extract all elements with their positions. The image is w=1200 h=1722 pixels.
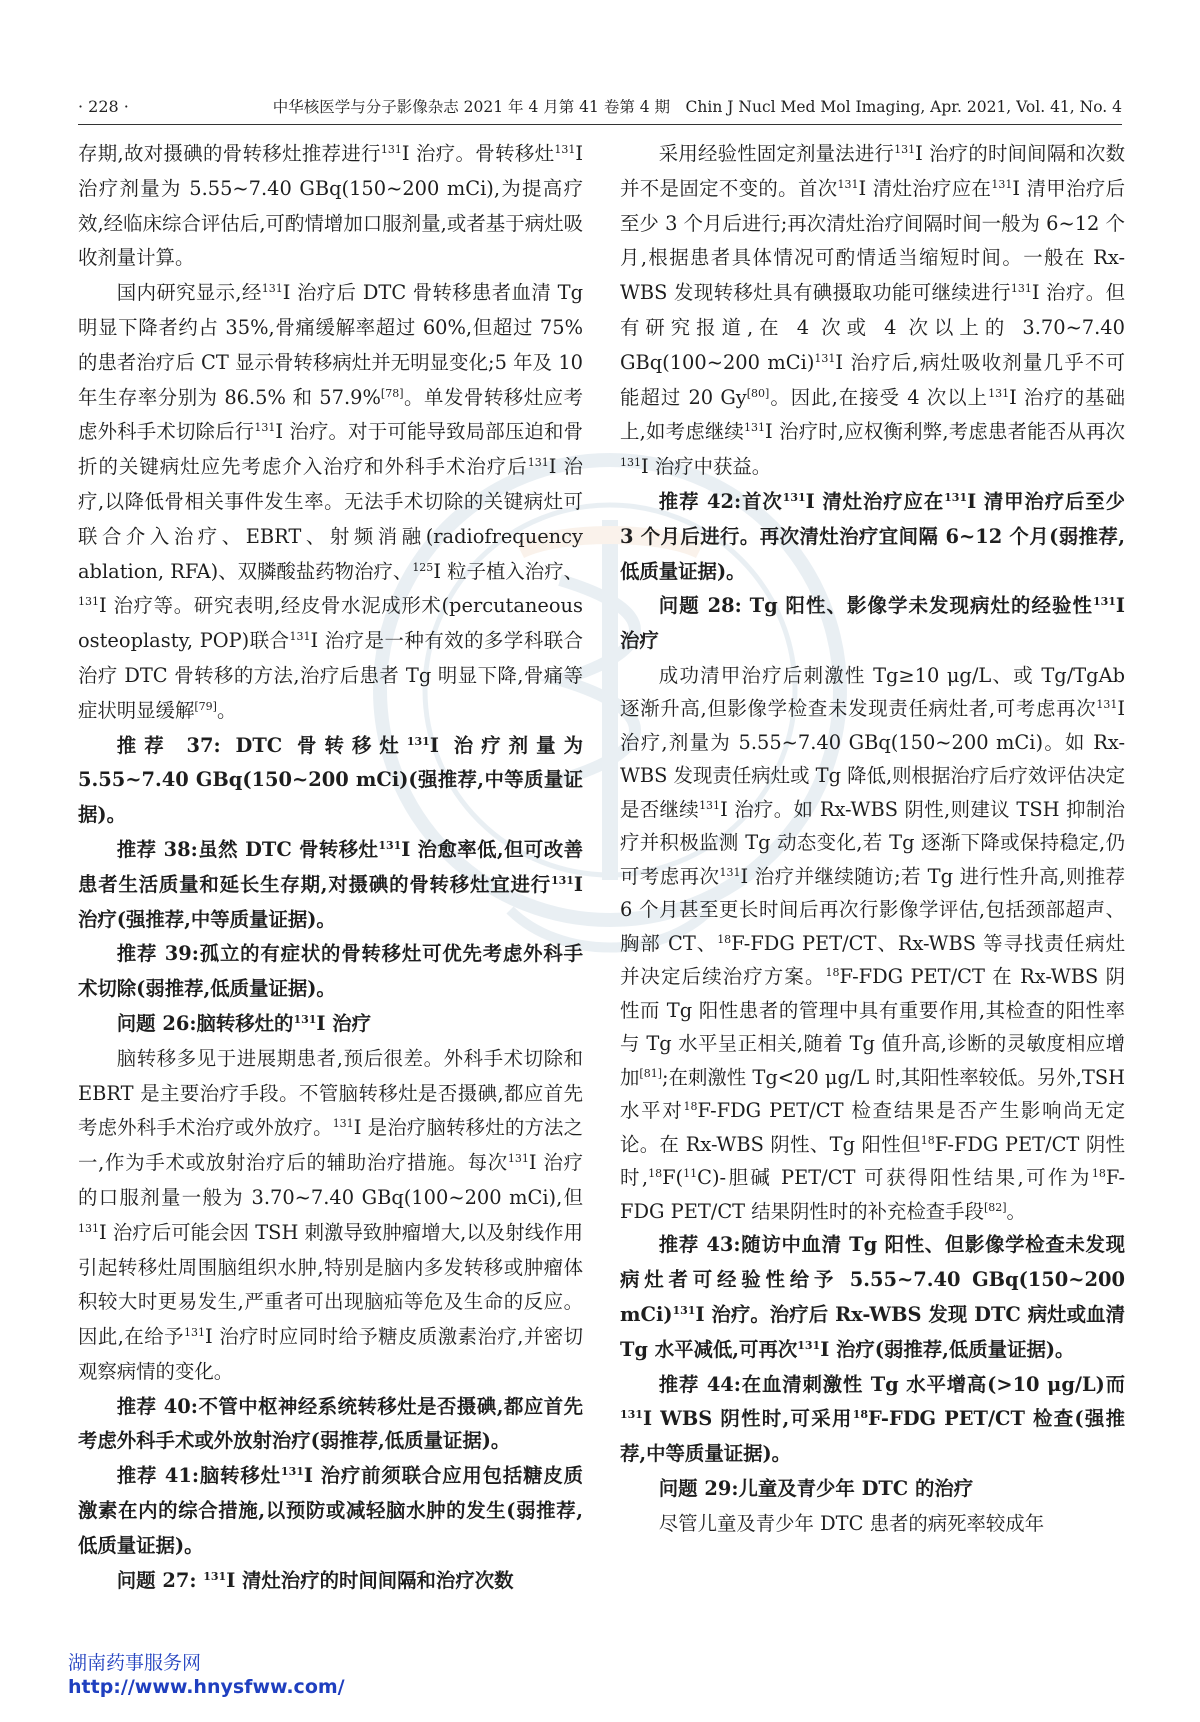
superscript: 131 (406, 734, 430, 748)
text-run: I 治疗时,应权衡利弊,考虑患者能否从再次 (765, 420, 1125, 444)
text-run: I 是治疗脑转移灶的方法之一,作为手术或放射治疗后的辅助治疗措施。每次 (78, 1116, 584, 1175)
text-run: I 治疗后,病灶吸收剂量几乎不可能超过 20 Gy (620, 350, 1126, 409)
superscript: 125 (412, 560, 434, 574)
superscript: 131 (944, 491, 968, 505)
superscript: 131 (78, 595, 99, 609)
superscript: 131 (620, 1408, 643, 1422)
superscript: 131 (254, 421, 276, 435)
text-run: I 治疗,以降低骨相关事件发生率。无法手术切除的关键病灶可联合介入治疗、EBRT、射频消融(radiofrequency ablation, RFA)、双膦酸盐药物治疗、 (78, 455, 584, 583)
superscript: 131 (1096, 698, 1118, 712)
question-heading (78, 1564, 583, 1599)
text-run: I 粒子植入治疗、 (433, 559, 584, 583)
superscript: 131 (289, 630, 311, 644)
running-header (78, 95, 1122, 117)
text-run: I 治疗的基础上,如考虑继续 (620, 385, 1125, 444)
superscript: [78] (380, 386, 404, 400)
text-run: 脑转移多见于进展期患者,预后很差。外科手术切除和 EBRT 是主要治疗手段。不管脑转移灶是否摄碘,都应首先考虑外科手术治疗或外放疗。 (78, 1046, 583, 1140)
recommendation (78, 1459, 583, 1563)
superscript: 18 (683, 1100, 698, 1114)
text-run: 推荐 37: DTC 骨转移灶 (116, 733, 407, 757)
text-run: I 治疗中获益。 (641, 455, 772, 479)
superscript: 131 (991, 177, 1013, 191)
superscript: 131 (293, 1013, 317, 1027)
text-run: 采用经验性固定剂量法进行 (658, 142, 895, 165)
superscript: 131 (988, 386, 1010, 400)
superscript: 131 (894, 143, 916, 157)
text-run: I 治疗等。研究表明,经皮骨水泥成形术(percutaneous osteoplasty, POP)联合 (78, 594, 583, 653)
paragraph (620, 137, 1125, 485)
left-column (78, 137, 583, 1598)
paragraph (620, 659, 1125, 1229)
text-run: I 治疗。骨转移灶 (401, 142, 555, 165)
text-run: ;在刺激性 Tg<20 μg/L 时,其阳性率较低。另外,TSH 水平对 (620, 1065, 1126, 1123)
superscript: 18 (717, 933, 732, 947)
text-run: 国内研究显示,经 (116, 281, 262, 305)
text-run: 问题 29:儿童及青少年 DTC 的治疗 (658, 1477, 974, 1501)
superscript: 131 (797, 1339, 821, 1353)
text-run: I 治疗。对于可能导致局部压迫和骨折的关键病灶应先考虑介入治疗和外科手术治疗后 (78, 420, 584, 479)
text-run: F-FDG PET/CT 检查(强推荐,中等质量证据)。 (620, 1407, 1125, 1466)
recommendation (620, 1368, 1125, 1472)
journal-citation: 中华核医学与分子影像杂志 2021 年 4 月第 41 卷第 4 期 Chin J Nucl Med Mol Imaging, Apr. 2021, Vol. 41, No. 4 (272, 98, 1122, 116)
text-run: 推荐 44:在血清刺激性 Tg 水平增高(>10 μg/L)而 (658, 1372, 1125, 1396)
text-run: I 清甲治疗后至少 3 个月后进行。再次清灶治疗宜间隔 6~12 个月(弱推荐,低质量证据)。 (620, 489, 1125, 583)
text-run: 问题 27: (116, 1568, 204, 1592)
text-run: F-FDG PET/CT、Rx-WBS 等寻找责任病灶并决定后续治疗方案。 (620, 931, 1125, 989)
superscript: 131 (554, 143, 576, 157)
superscript: [82] (983, 1201, 1007, 1215)
text-run: I 治疗时应同时给予糖皮质激素治疗,并密切观察病情的变化。 (78, 1325, 583, 1383)
text-run: F-FDG PET/CT 在 Rx-WBS 阴性而 Tg 阳性患者的管理中具有重要作用,其检查的阳性率与 Tg 水平呈正相关,随着 Tg 值升高,诊断的灵敏度相应增加 (620, 965, 1125, 1089)
text-run: I 治疗。但有研究报道,在 4 次或 4 次以上的 3.70~7.40 GBq(100~200 mCi) (620, 281, 1125, 374)
superscript: 18 (825, 966, 840, 980)
superscript: 131 (744, 421, 766, 435)
paragraph (78, 1042, 583, 1390)
site-url-link[interactable]: http://www.hnysfww.com/ (68, 1676, 345, 1698)
text-run: I 治疗(强推荐,中等质量证据)。 (78, 872, 583, 931)
question-heading (620, 589, 1125, 659)
text-run: 推荐 38:虽然 DTC 骨转移灶 (116, 837, 379, 861)
text-run: I 清灶治疗的时间间隔和治疗次数 (226, 1568, 514, 1592)
text-run: I 清灶治疗应在 (805, 489, 945, 513)
superscript: 131 (78, 1221, 99, 1235)
paragraph (78, 276, 583, 728)
text-run: I 治疗剂量为 5.55~7.40 GBq(150~200 mCi),为提高疗效,经临床综合评估后,可酌情增加口服剂量,或者基于病灶吸收剂量计算。 (78, 142, 584, 270)
text-run: F-FDG PET/CT 阴性时, (620, 1132, 1125, 1190)
question-heading (620, 1472, 1125, 1507)
footer-watermark[interactable] (68, 1651, 345, 1699)
text-run: I 清灶治疗应在 (858, 176, 992, 200)
superscript: 131 (837, 177, 859, 191)
text-run: 。单发骨转移灶应考虑外科手术切除后行 (78, 385, 583, 444)
text-run: 。 (216, 698, 237, 722)
superscript: 131 (261, 282, 283, 296)
superscript: 18 (920, 1134, 935, 1148)
superscript: 18 (1091, 1167, 1106, 1181)
superscript: 18 (852, 1408, 869, 1422)
superscript: 11 (683, 1167, 698, 1181)
superscript: 18 (648, 1167, 663, 1181)
superscript: 131 (672, 1304, 696, 1318)
text-run: 推荐 39:孤立的有症状的骨转移灶可优先考虑外科手术切除(弱推荐,低质量证据)。 (78, 942, 583, 1001)
superscript: 131 (527, 456, 549, 470)
paragraph (620, 1507, 1125, 1542)
superscript: 131 (183, 1326, 205, 1340)
superscript: 131 (699, 799, 721, 813)
text-run: I 治疗。治疗后 Rx-WBS 发现 DTC 病灶或血清 Tg 水平减低,可再次 (620, 1303, 1125, 1361)
text-run: 推荐 43:随访中血清 Tg 阳性、但影像学检查未发现病灶者可经验性给予 5.55~7.40 GBq(150~200 mCi) (620, 1233, 1125, 1327)
text-run: I 治疗是一种有效的多学科联合治疗 DTC 骨转移的方法,治疗后患者 Tg 明显下降,骨痛等症状明显缓解 (78, 629, 583, 722)
superscript: 131 (507, 1152, 529, 1166)
text-run: I WBS 阴性时,可采用 (642, 1407, 853, 1431)
text-run: 推荐 40:不管中枢神经系统转移灶是否摄碘,都应首先考虑外科手术或外放射治疗(弱推荐,低质量证据)。 (78, 1394, 583, 1453)
paragraph (78, 137, 583, 276)
recommendation (78, 937, 583, 1007)
text-run: I 治疗后可能会因 TSH 刺激导致肿瘤增大,以及射线作用引起转移灶周围脑组织水肿,特别是脑内多发转移或肿瘤体积较大时更易发生,严重者可出现脑疝等危及生命的反应。因此,在给予 (78, 1220, 583, 1349)
site-name: 湖南药事服务网 (68, 1652, 202, 1674)
text-run: I 治疗。如 Rx-WBS 阴性,则建议 TSH 抑制治疗并积极监测 Tg 动态变化,若 Tg 逐渐下降或保持稳定,仍可考虑再次 (620, 797, 1126, 888)
recommendation (78, 1390, 583, 1460)
text-run: I 治疗的口服剂量一般为 3.70~7.40 GBq(100~200 mCi),但 (78, 1151, 583, 1209)
superscript: 131 (782, 491, 806, 505)
recommendation (620, 1228, 1125, 1367)
superscript: 131 (280, 1465, 304, 1479)
superscript: 131 (1092, 595, 1116, 609)
text-run: 尽管儿童及青少年 DTC 患者的病死率较成年 (658, 1511, 1045, 1535)
superscript: 131 (378, 839, 402, 853)
header-rule (78, 124, 1122, 125)
superscript: 131 (719, 866, 741, 880)
recommendation (78, 729, 583, 833)
text-run: F-FDG PET/CT 检查结果是否产生影响尚无定论。在 Rx-WBS 阴性、Tg 阳性但 (620, 1099, 1126, 1156)
text-run: 成功清甲治疗后刺激性 Tg≥10 μg/L、或 Tg/TgAb 逐渐升高,但影像学检查未发现责任病灶者,可考虑再次 (620, 663, 1125, 721)
text-run: 存期,故对摄碘的骨转移灶推荐进行 (78, 142, 381, 165)
text-run: I 治疗,剂量为 5.55~7.40 GBq(150~200 mCi)。如 Rx-WBS 发现责任病灶或 Tg 降低,则根据治疗后疗效评估决定是否继续 (620, 697, 1125, 821)
text-run: 。 (1006, 1199, 1026, 1223)
text-run: I 治疗(弱推荐,低质量证据)。 (820, 1337, 1075, 1361)
text-run: I 治疗剂量为 5.55~7.40 GBq(150~200 mCi)(强推荐,中等质量证据)。 (78, 733, 583, 827)
superscript: 131 (203, 1569, 227, 1583)
superscript: [81] (639, 1067, 663, 1081)
superscript: 131 (380, 143, 402, 157)
superscript: 131 (814, 351, 836, 365)
recommendation (620, 485, 1125, 589)
text-run: I 治疗 (620, 594, 1125, 653)
text-run: 推荐 41:脑转移灶 (116, 1464, 281, 1488)
text-run: 问题 26:脑转移灶的 (116, 1011, 294, 1035)
text-run: 。因此,在接受 4 次以上 (769, 385, 989, 409)
superscript: 131 (332, 1117, 354, 1131)
text-run: I 治疗前须联合应用包括糖皮质激素在内的综合措施,以预防或减轻脑水肿的发生(弱推荐,低质量证据)。 (78, 1464, 583, 1557)
right-column (620, 137, 1125, 1542)
text-run: F( (662, 1166, 684, 1190)
text-run: 推荐 42:首次 (658, 489, 783, 513)
question-heading (78, 1007, 583, 1042)
recommendation (78, 833, 583, 937)
text-run: F-FDG PET/CT 结果阴性时的补充检查手段 (620, 1166, 1125, 1223)
text-run: I 治疗 (316, 1011, 372, 1035)
text-run: C)-胆碱 PET/CT 可获得阳性结果,可作为 (697, 1166, 1092, 1190)
text-run: I 治疗的时间间隔和次数并不是固定不变的。首次 (620, 142, 1125, 200)
superscript: [79] (194, 699, 217, 713)
superscript: 131 (620, 456, 641, 470)
superscript: 131 (1010, 282, 1032, 296)
superscript: 131 (550, 873, 574, 887)
text-run: I 治愈率低,但可改善患者生活质量和延长生存期,对摄碘的骨转移灶宜进行 (78, 837, 583, 896)
text-run: I 治疗后 DTC 骨转移患者血清 Tg 明显下降者约占 35%,骨痛缓解率超过 60%,但超过 75% 的患者治疗后 CT 显示骨转移病灶并无明显变化;5 年及 10 年生存率分别为 86.5% 和 57.9% (78, 281, 583, 409)
text-run: I 清甲治疗后至少 3 个月后进行;再次清灶治疗间隔时间一般为 6~12 个月,根据患者具体情况可酌情适当缩短时间。一般在 Rx-WBS 发现转移灶具有碘摄取功能可继续进行 (620, 176, 1126, 305)
text-run: 问题 28: Tg 阳性、影像学未发现病灶的经验性 (658, 594, 1093, 618)
page-number: · 228 · (78, 97, 129, 116)
text-run: I 治疗并继续随访;若 Tg 进行性升高,则推荐 6 个月甚至更长时间后再次行影像学评估,包括颈部超声、胸部 CT、 (620, 864, 1126, 955)
superscript: [80] (746, 386, 770, 400)
